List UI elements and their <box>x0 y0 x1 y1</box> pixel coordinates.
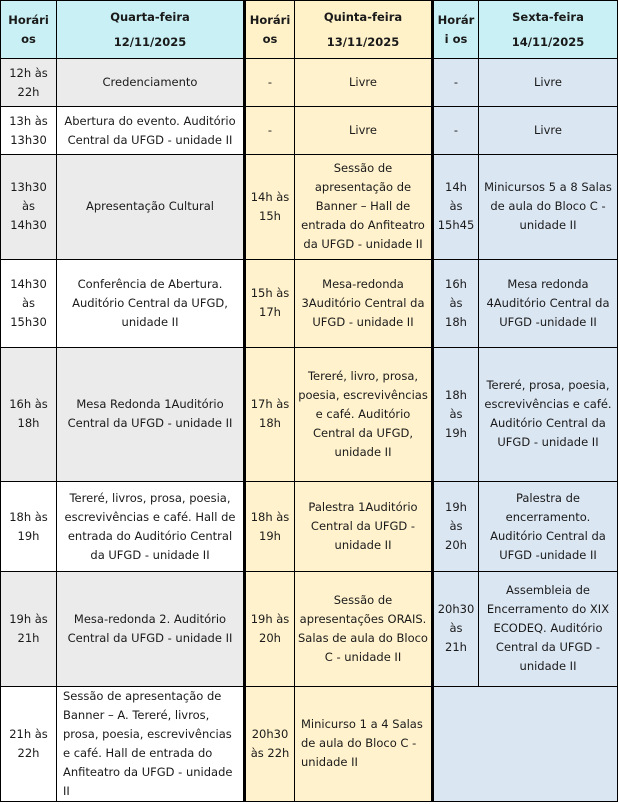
thu-time-cell: 20h30 às 22h <box>245 686 295 801</box>
header-wednesday <box>57 1 245 59</box>
fri-time-cell: 18h às 19h <box>433 347 479 481</box>
thu-time-cell: 14h às 15h <box>245 155 295 259</box>
fri-time-cell: 20h30 às 21h <box>433 572 479 686</box>
thu-activity-cell: Sessão de apresentação de Banner – Hall de entrada do Anfiteatro da UFGD - unidade II <box>295 155 433 259</box>
table-row <box>1 59 618 107</box>
table-row <box>1 686 618 801</box>
header-friday <box>479 1 618 59</box>
fri-activity-cell: Mesa redonda 4Auditório Central da UFGD -unidade II <box>479 259 618 347</box>
thu-activity-cell: Livre <box>295 59 433 107</box>
header-time-fri: Horári os <box>433 1 479 59</box>
header-thursday <box>295 1 433 59</box>
thursday-label: Quinta-feira <box>323 9 403 24</box>
thu-time-cell: - <box>245 107 295 155</box>
header-time-wed: Horári os <box>1 1 57 59</box>
friday-label: Sexta-feira <box>512 9 584 24</box>
wed-activity-cell: Apresentação Cultural <box>57 155 245 259</box>
wed-activity-cell: Tereré, livros, prosa, poesia, escrevivências e café. Hall de entrada do Auditório Central da UFGD - unidade II <box>57 482 245 572</box>
thu-activity-cell: Sessão de apresentações ORAIS. Salas de aula do Bloco C - unidade II <box>295 572 433 686</box>
fri-empty-cell <box>433 686 618 801</box>
fri-time-cell: 19h às 20h <box>433 482 479 572</box>
fri-time-cell: 14h às 15h45 <box>433 155 479 259</box>
fri-time-cell: 16h às 18h <box>433 259 479 347</box>
wed-time-cell: 19h às 21h <box>1 572 57 686</box>
wednesday-label: Quarta-feira <box>110 9 190 24</box>
table-row <box>1 155 618 259</box>
table-row <box>1 259 618 347</box>
thu-activity-cell: Minicurso 1 a 4 Salas de aula do Bloco C - unidade II <box>295 686 433 801</box>
thu-time-cell: 18h às 19h <box>245 482 295 572</box>
table-row <box>1 572 618 686</box>
wed-time-cell: 12h às 22h <box>1 59 57 107</box>
thursday-date: 13/11/2025 <box>326 34 400 49</box>
wed-activity-cell: Credenciamento <box>57 59 245 107</box>
thu-time-cell: 15h às 17h <box>245 259 295 347</box>
wednesday-date: 12/11/2025 <box>113 34 187 49</box>
wed-time-cell: 14h30 às 15h30 <box>1 259 57 347</box>
wed-time-cell: 13h30 às 14h30 <box>1 155 57 259</box>
thu-activity-cell: Palestra 1Auditório Central da UFGD - unidade II <box>295 482 433 572</box>
fri-activity-cell: Assembleia de Encerramento do XIX ECODEQ. Auditório Central da UFGD - unidade II <box>479 572 618 686</box>
thu-activity-cell: Livre <box>295 107 433 155</box>
wed-activity-cell: Conferência de Abertura. Auditório Central da UFGD, unidade II <box>57 259 245 347</box>
thu-activity-cell: Tereré, livro, prosa, poesia, escrevivências e café. Auditório Central da UFGD, unidade II <box>295 347 433 481</box>
thu-time-cell: 19h às 20h <box>245 572 295 686</box>
wed-time-cell: 13h às 13h30 <box>1 107 57 155</box>
table-row <box>1 107 618 155</box>
fri-activity-cell: Livre <box>479 107 618 155</box>
fri-time-cell: - <box>433 107 479 155</box>
friday-date: 14/11/2025 <box>511 34 585 49</box>
thu-activity-cell: Mesa-redonda 3Auditório Central da UFGD - unidade II <box>295 259 433 347</box>
wed-time-cell: 21h às 22h <box>1 686 57 801</box>
table-row <box>1 347 618 481</box>
thu-time-cell: - <box>245 59 295 107</box>
header-row <box>1 1 618 59</box>
wed-time-cell: 16h às 18h <box>1 347 57 481</box>
fri-time-cell: - <box>433 59 479 107</box>
thu-time-cell: 17h às 18h <box>245 347 295 481</box>
fri-activity-cell: Livre <box>479 59 618 107</box>
wed-activity-cell: Sessão de apresentação de Banner – A. Tereré, livros, prosa, poesia, escrevivências e café. Hall de entrada do Anfiteatro da UFGD - unidade II <box>57 686 245 801</box>
fri-activity-cell: Palestra de encerramento. Auditório Central da UFGD -unidade II <box>479 482 618 572</box>
fri-activity-cell: Minicursos 5 a 8 Salas de aula do Bloco C - unidade II <box>479 155 618 259</box>
table-row <box>1 482 618 572</box>
header-time-thu: Horári os <box>245 1 295 59</box>
wed-activity-cell: Mesa-redonda 2. Auditório Central da UFGD - unidade II <box>57 572 245 686</box>
wed-activity-cell: Mesa Redonda 1Auditório Central da UFGD - unidade II <box>57 347 245 481</box>
wed-activity-cell: Abertura do evento. Auditório Central da UFGD - unidade II <box>57 107 245 155</box>
wed-time-cell: 18h às 19h <box>1 482 57 572</box>
fri-activity-cell: Tereré, prosa, poesia, escrevivências e café. Auditório Central da UFGD - unidade II <box>479 347 618 481</box>
